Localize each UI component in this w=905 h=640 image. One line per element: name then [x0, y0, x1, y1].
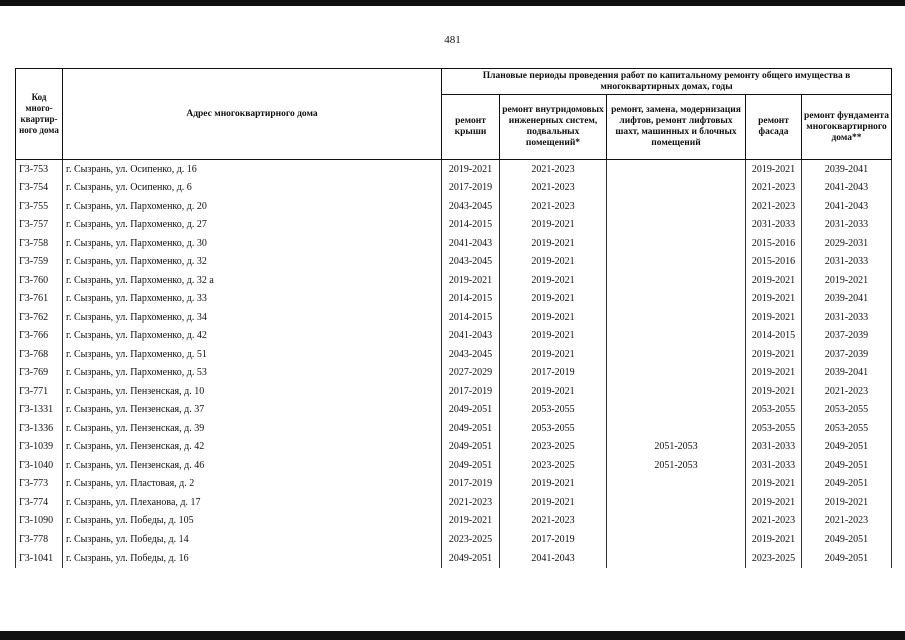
- cell-lifts: [607, 382, 746, 401]
- header-roof: ремонт крыши: [442, 95, 500, 160]
- cell-code: Г3-755: [16, 197, 63, 216]
- cell-lifts: [607, 308, 746, 327]
- cell-facade: 2019-2021: [746, 271, 802, 290]
- cell-lifts: [607, 549, 746, 568]
- cell-address: г. Сызрань, ул. Пархоменко, д. 30: [63, 234, 442, 253]
- cell-code: Г3-761: [16, 290, 63, 309]
- cell-foundation: 2031-2033: [802, 253, 892, 272]
- cell-foundation: 2049-2051: [802, 549, 892, 568]
- cell-lifts: [607, 160, 746, 179]
- table-row: [16, 234, 892, 253]
- table-row: [16, 493, 892, 512]
- cell-foundation: 2037-2039: [802, 345, 892, 364]
- cell-code: Г3-769: [16, 364, 63, 383]
- cell-lifts: [607, 345, 746, 364]
- cell-facade: 2031-2033: [746, 216, 802, 235]
- page-number: 481: [444, 34, 461, 46]
- cell-code: Г3-766: [16, 327, 63, 346]
- cell-lifts: [607, 401, 746, 420]
- cell-roof: 2019-2021: [442, 160, 500, 179]
- cell-code: Г3-754: [16, 179, 63, 198]
- cell-facade: 2019-2021: [746, 290, 802, 309]
- cell-roof: 2041-2043: [442, 327, 500, 346]
- cell-facade: 2021-2023: [746, 512, 802, 531]
- cell-foundation: 2053-2055: [802, 419, 892, 438]
- cell-foundation: 2041-2043: [802, 179, 892, 198]
- cell-address: г. Сызрань, ул. Пархоменко, д. 20: [63, 197, 442, 216]
- cell-systems: 2019-2021: [500, 308, 607, 327]
- cell-systems: 2021-2023: [500, 197, 607, 216]
- cell-lifts: [607, 364, 746, 383]
- cell-roof: 2014-2015: [442, 290, 500, 309]
- cell-foundation: 2041-2043: [802, 197, 892, 216]
- table-row: [16, 512, 892, 531]
- cell-systems: 2019-2021: [500, 382, 607, 401]
- cell-foundation: 2031-2033: [802, 216, 892, 235]
- cell-address: г. Сызрань, ул. Пархоменко, д. 32: [63, 253, 442, 272]
- cell-address: г. Сызрань, ул. Осипенко, д. 16: [63, 160, 442, 179]
- cell-code: Г3-778: [16, 530, 63, 549]
- cell-systems: 2019-2021: [500, 234, 607, 253]
- cell-roof: 2019-2021: [442, 271, 500, 290]
- table-body: [16, 160, 892, 568]
- cell-systems: 2019-2021: [500, 475, 607, 494]
- cell-lifts: [607, 216, 746, 235]
- top-border-bar: [0, 0, 905, 6]
- cell-roof: 2049-2051: [442, 549, 500, 568]
- cell-systems: 2041-2043: [500, 549, 607, 568]
- table-row: [16, 456, 892, 475]
- cell-systems: 2023-2025: [500, 456, 607, 475]
- cell-code: Г3-773: [16, 475, 63, 494]
- cell-lifts: [607, 253, 746, 272]
- cell-lifts: [607, 419, 746, 438]
- cell-roof: 2049-2051: [442, 419, 500, 438]
- cell-systems: 2053-2055: [500, 419, 607, 438]
- cell-lifts: 2051-2053: [607, 456, 746, 475]
- bottom-border-bar: [0, 631, 905, 640]
- cell-facade: 2019-2021: [746, 382, 802, 401]
- cell-code: Г3-768: [16, 345, 63, 364]
- header-lifts: ремонт, замена, модернизация лифтов, ремонт лифтовых шахт, машинных и блочных помещений: [607, 95, 746, 160]
- table-row: [16, 308, 892, 327]
- cell-code: Г3-1336: [16, 419, 63, 438]
- cell-systems: 2017-2019: [500, 364, 607, 383]
- header-foundation: ремонт фундамента многоквартирного дома**: [802, 95, 892, 160]
- table-row: [16, 216, 892, 235]
- cell-facade: 2019-2021: [746, 364, 802, 383]
- cell-facade: 2015-2016: [746, 253, 802, 272]
- cell-roof: 2043-2045: [442, 345, 500, 364]
- cell-systems: 2019-2021: [500, 271, 607, 290]
- cell-roof: 2023-2025: [442, 530, 500, 549]
- cell-roof: 2019-2021: [442, 512, 500, 531]
- cell-address: г. Сызрань, ул. Пархоменко, д. 33: [63, 290, 442, 309]
- cell-systems: 2017-2019: [500, 530, 607, 549]
- cell-roof: 2017-2019: [442, 475, 500, 494]
- cell-roof: 2043-2045: [442, 253, 500, 272]
- cell-roof: 2049-2051: [442, 438, 500, 457]
- cell-address: г. Сызрань, ул. Плеханова, д. 17: [63, 493, 442, 512]
- cell-code: Г3-1039: [16, 438, 63, 457]
- table-row: [16, 160, 892, 179]
- cell-code: Г3-753: [16, 160, 63, 179]
- cell-foundation: 2039-2041: [802, 290, 892, 309]
- header-facade: ремонт фасада: [746, 95, 802, 160]
- cell-roof: 2027-2029: [442, 364, 500, 383]
- cell-lifts: [607, 327, 746, 346]
- cell-address: г. Сызрань, ул. Пархоменко, д. 42: [63, 327, 442, 346]
- cell-lifts: [607, 179, 746, 198]
- table-header: [16, 69, 892, 160]
- cell-roof: 2049-2051: [442, 401, 500, 420]
- cell-roof: 2021-2023: [442, 493, 500, 512]
- cell-lifts: [607, 197, 746, 216]
- cell-roof: 2041-2043: [442, 234, 500, 253]
- cell-systems: 2019-2021: [500, 327, 607, 346]
- cell-code: Г3-771: [16, 382, 63, 401]
- cell-code: Г3-1041: [16, 549, 63, 568]
- table-row: [16, 419, 892, 438]
- cell-systems: 2019-2021: [500, 493, 607, 512]
- cell-code: Г3-758: [16, 234, 63, 253]
- cell-address: г. Сызрань, ул. Пластовая, д. 2: [63, 475, 442, 494]
- cell-roof: 2014-2015: [442, 308, 500, 327]
- header-periods-group: Плановые периоды проведения работ по капитальному ремонту общего имущества в многоквартирных домах, годы: [442, 69, 892, 95]
- cell-foundation: 2049-2051: [802, 475, 892, 494]
- cell-roof: 2017-2019: [442, 179, 500, 198]
- cell-roof: 2014-2015: [442, 216, 500, 235]
- cell-address: г. Сызрань, ул. Пархоменко, д. 53: [63, 364, 442, 383]
- cell-systems: 2019-2021: [500, 290, 607, 309]
- cell-foundation: 2031-2033: [802, 308, 892, 327]
- cell-foundation: 2049-2051: [802, 530, 892, 549]
- table-row: [16, 549, 892, 568]
- table-row: [16, 253, 892, 272]
- cell-address: г. Сызрань, ул. Пархоменко, д. 34: [63, 308, 442, 327]
- cell-systems: 2021-2023: [500, 160, 607, 179]
- cell-address: г. Сызрань, ул. Победы, д. 14: [63, 530, 442, 549]
- table-row: [16, 530, 892, 549]
- cell-systems: 2021-2023: [500, 179, 607, 198]
- cell-facade: 2019-2021: [746, 308, 802, 327]
- cell-systems: 2019-2021: [500, 253, 607, 272]
- cell-facade: 2031-2033: [746, 438, 802, 457]
- cell-facade: 2053-2055: [746, 401, 802, 420]
- cell-code: Г3-1090: [16, 512, 63, 531]
- cell-systems: 2023-2025: [500, 438, 607, 457]
- header-address: Адрес многоквартирного дома: [63, 69, 442, 160]
- cell-facade: 2023-2025: [746, 549, 802, 568]
- cell-facade: 2021-2023: [746, 179, 802, 198]
- cell-facade: 2019-2021: [746, 530, 802, 549]
- cell-roof: 2049-2051: [442, 456, 500, 475]
- cell-lifts: 2051-2053: [607, 438, 746, 457]
- cell-foundation: 2037-2039: [802, 327, 892, 346]
- cell-roof: 2017-2019: [442, 382, 500, 401]
- cell-foundation: 2049-2051: [802, 438, 892, 457]
- table-row: [16, 271, 892, 290]
- cell-code: Г3-762: [16, 308, 63, 327]
- cell-foundation: 2049-2051: [802, 456, 892, 475]
- cell-foundation: 2053-2055: [802, 401, 892, 420]
- cell-address: г. Сызрань, ул. Победы, д. 16: [63, 549, 442, 568]
- cell-foundation: 2019-2021: [802, 493, 892, 512]
- cell-facade: 2031-2033: [746, 456, 802, 475]
- table-row: [16, 401, 892, 420]
- table-row: [16, 290, 892, 309]
- cell-foundation: 2021-2023: [802, 512, 892, 531]
- cell-facade: 2021-2023: [746, 197, 802, 216]
- header-code: Код много-квартир-ного дома: [16, 69, 63, 160]
- cell-facade: 2019-2021: [746, 345, 802, 364]
- cell-address: г. Сызрань, ул. Пархоменко, д. 27: [63, 216, 442, 235]
- cell-systems: 2019-2021: [500, 345, 607, 364]
- table-row: [16, 327, 892, 346]
- table-row: [16, 197, 892, 216]
- header-systems: ремонт внутридомовых инженерных систем, подвальных помещений*: [500, 95, 607, 160]
- cell-facade: 2019-2021: [746, 160, 802, 179]
- cell-foundation: 2029-2031: [802, 234, 892, 253]
- cell-code: Г3-760: [16, 271, 63, 290]
- table-row: [16, 438, 892, 457]
- cell-address: г. Сызрань, ул. Пензенская, д. 37: [63, 401, 442, 420]
- cell-foundation: 2019-2021: [802, 271, 892, 290]
- cell-address: г. Сызрань, ул. Пензенская, д. 10: [63, 382, 442, 401]
- cell-code: Г3-774: [16, 493, 63, 512]
- cell-systems: 2053-2055: [500, 401, 607, 420]
- table-row: [16, 382, 892, 401]
- capital-repair-table: [15, 68, 892, 568]
- cell-lifts: [607, 271, 746, 290]
- cell-roof: 2043-2045: [442, 197, 500, 216]
- cell-lifts: [607, 530, 746, 549]
- cell-address: г. Сызрань, ул. Пензенская, д. 42: [63, 438, 442, 457]
- table-row: [16, 179, 892, 198]
- cell-address: г. Сызрань, ул. Осипенко, д. 6: [63, 179, 442, 198]
- cell-systems: 2021-2023: [500, 512, 607, 531]
- cell-facade: 2019-2021: [746, 493, 802, 512]
- cell-address: г. Сызрань, ул. Пензенская, д. 46: [63, 456, 442, 475]
- cell-address: г. Сызрань, ул. Пензенская, д. 39: [63, 419, 442, 438]
- table-row: [16, 345, 892, 364]
- cell-lifts: [607, 290, 746, 309]
- cell-foundation: 2039-2041: [802, 364, 892, 383]
- cell-lifts: [607, 512, 746, 531]
- cell-address: г. Сызрань, ул. Пархоменко, д. 51: [63, 345, 442, 364]
- cell-facade: 2014-2015: [746, 327, 802, 346]
- cell-lifts: [607, 493, 746, 512]
- table-row: [16, 364, 892, 383]
- cell-facade: 2019-2021: [746, 475, 802, 494]
- cell-lifts: [607, 475, 746, 494]
- cell-lifts: [607, 234, 746, 253]
- cell-foundation: 2021-2023: [802, 382, 892, 401]
- cell-address: г. Сызрань, ул. Победы, д. 105: [63, 512, 442, 531]
- cell-address: г. Сызрань, ул. Пархоменко, д. 32 а: [63, 271, 442, 290]
- cell-foundation: 2039-2041: [802, 160, 892, 179]
- cell-code: Г3-1040: [16, 456, 63, 475]
- cell-code: Г3-1331: [16, 401, 63, 420]
- cell-facade: 2015-2016: [746, 234, 802, 253]
- table-row: [16, 475, 892, 494]
- cell-systems: 2019-2021: [500, 216, 607, 235]
- cell-code: Г3-759: [16, 253, 63, 272]
- cell-facade: 2053-2055: [746, 419, 802, 438]
- cell-code: Г3-757: [16, 216, 63, 235]
